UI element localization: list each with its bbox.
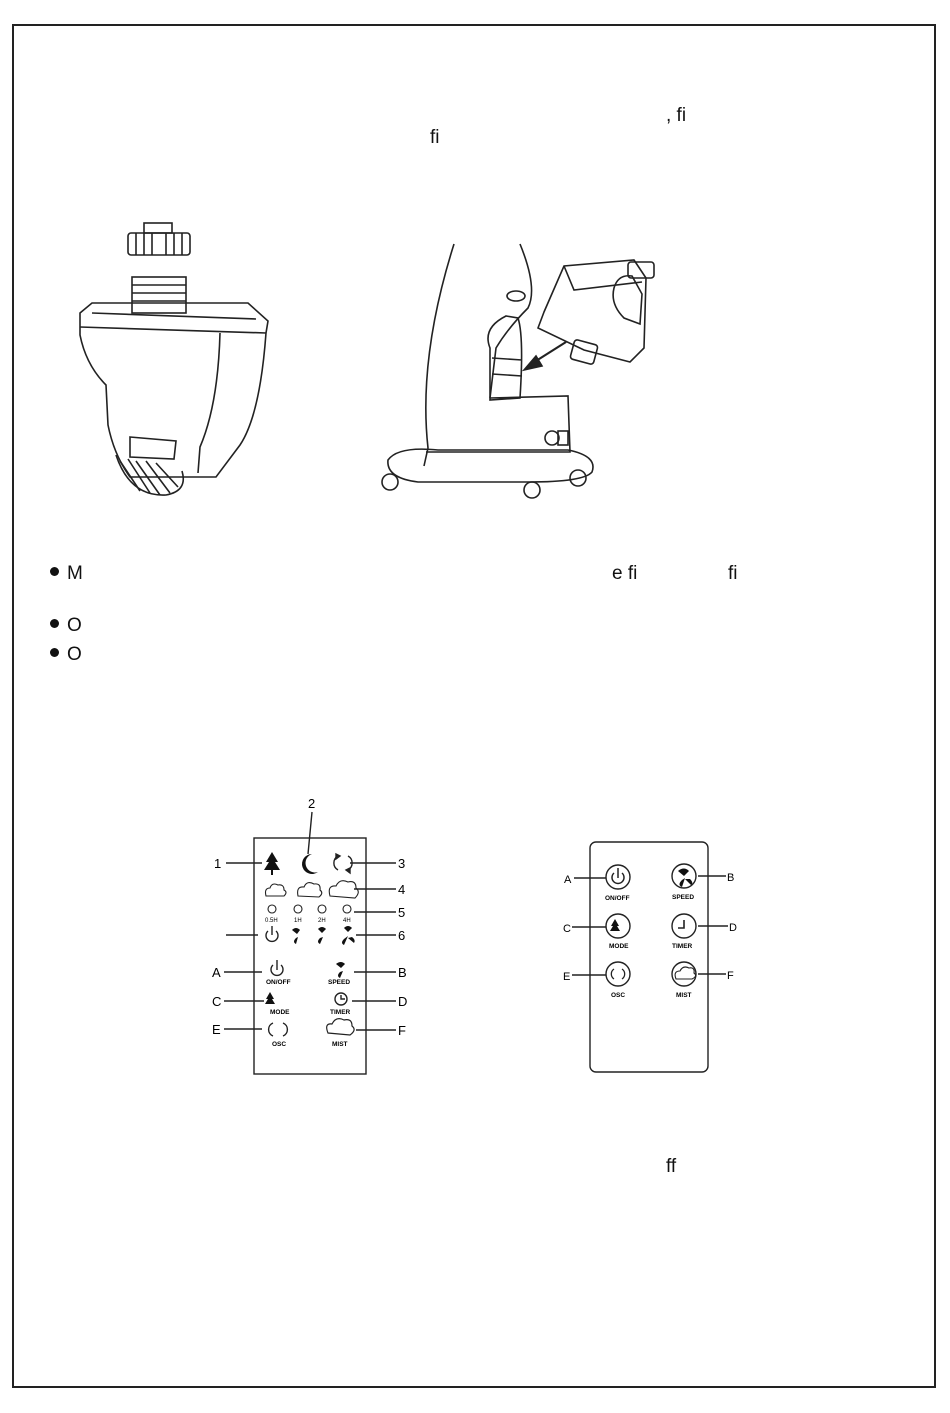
bullet-1-lead: M [67,563,83,584]
small-mode-label: MODE [609,943,629,950]
top-fragment-1: , fi [666,105,687,126]
mist-icon [675,967,696,979]
callout-4: 4 [398,882,406,897]
timer-label-1h: 1H [294,918,302,924]
timer-label-2h: 2H [318,918,326,924]
small-timer-label: TIMER [672,943,693,950]
small-callout-d: D [729,922,737,934]
callout-b: B [398,965,407,980]
mist-label: MIST [332,1041,348,1048]
small-callout-f: F [727,970,734,982]
mode-label: MODE [270,1009,290,1016]
callout-2: 2 [308,796,316,811]
tree-icon [264,852,280,875]
small-osc-label: OSC [611,992,626,999]
fan-icon [678,869,692,888]
callout-a: A [212,965,221,980]
remote-control-large-diagram [200,792,430,1082]
clock-icon [268,905,351,913]
mode-button-icon [265,992,290,1006]
bullet-1-tail-1: e fi [612,563,638,584]
fan-base-illustration [378,238,658,500]
bottom-fragment: ff [666,1156,677,1177]
bullet-dot [50,619,59,628]
bullet-dot [50,648,59,657]
timer-icon [678,920,684,928]
timer-label: TIMER [330,1009,351,1016]
callout-1: 1 [214,856,222,871]
small-callout-a: A [564,874,572,886]
callout-f: F [398,1023,406,1038]
osc-label: OSC [272,1041,287,1048]
oscillate-icon [334,854,352,873]
speed-button-icon [336,962,345,978]
fan-icon [292,926,355,945]
callout-d: D [398,994,408,1009]
mist-button-icon [327,1019,354,1035]
remote-control-small-diagram [560,838,750,1078]
cloud-mist-icon [266,881,359,898]
small-onoff-label: ON/OFF [605,895,630,902]
bullet-2-lead: O [67,615,82,636]
bullet-1 [50,564,83,583]
callout-6: 6 [398,928,406,943]
power-icon [612,868,624,883]
bullet-dot [50,567,59,576]
top-fragment-2: fi [430,127,440,148]
small-callout-e: E [563,971,571,983]
timer-label-0-5h: 0.5H [265,918,278,924]
bullet-3 [50,645,82,664]
timer-label-4h: 4H [343,918,351,924]
onoff-label: ON/OFF [266,979,291,986]
onoff-button-icon [271,960,283,975]
moon-icon [302,854,318,874]
callout-e: E [212,1022,221,1037]
small-speed-label: SPEED [672,894,695,901]
timer-button-icon [335,993,347,1005]
callout-c: C [212,994,222,1009]
speed-label: SPEED [328,979,351,986]
bullet-2 [50,616,82,635]
mode-icon [610,919,626,931]
small-mist-label: MIST [676,992,692,999]
water-tank-illustration [70,215,280,505]
callout-5: 5 [398,905,406,920]
bullet-1-tail-2: fi [728,563,738,584]
small-callout-c: C [563,923,571,935]
callout-3: 3 [398,856,406,871]
power-icon [266,926,278,941]
osc-button-icon [269,1023,288,1036]
osc-icon [611,969,624,979]
bullet-3-lead: O [67,644,82,665]
small-callout-b: B [727,872,735,884]
remote-small-body [590,842,708,1072]
